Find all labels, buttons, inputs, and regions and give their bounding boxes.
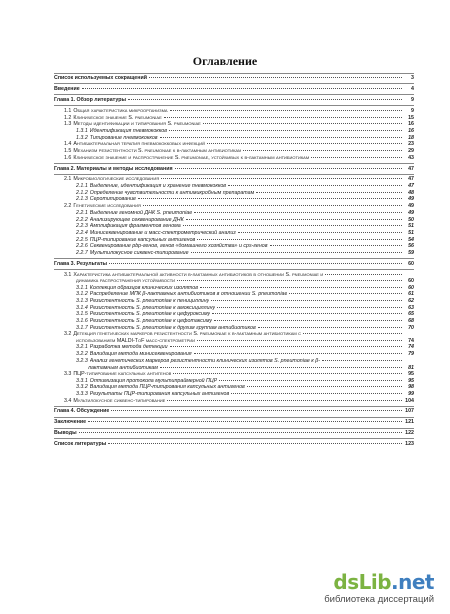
toc-entry[interactable]: [54, 155, 414, 162]
toc-entry-title: Анализ генетических маркеров резистентности клинических изолятов S. pneumoniae к β-: [89, 357, 321, 364]
toc-separator: [54, 94, 414, 95]
toc-entry-page: 56: [408, 243, 414, 250]
toc-entry-page: 68: [408, 318, 414, 325]
toc-entry-number: 2.2.1: [76, 209, 88, 216]
toc-dot-leader: [200, 287, 402, 288]
toc-entry-title: Определение чувствительности к антимикробным препаратам: [89, 189, 255, 196]
toc-entry-number: 2.2.6: [76, 243, 88, 250]
toc-dot-leader: [128, 99, 402, 100]
toc-entry-title: Общая характеристика микроорганизма: [73, 107, 168, 114]
toc-entry-number: 1.6: [64, 154, 72, 161]
toc-entry-page: 9: [411, 107, 414, 114]
toc-entry-number: 1.3.2: [76, 134, 88, 141]
toc-dot-leader: [173, 373, 402, 374]
toc-entry-title: Мультилокусное сиквенс-типирование: [73, 397, 166, 404]
toc-entry-title-continued: использованием MALDI-ToF масс-спектрометрии: [76, 338, 196, 345]
toc-entry-title: Идентификация пневмококков: [89, 127, 167, 134]
toc-entry[interactable]: [54, 378, 414, 385]
toc-entry-number: 1.4: [64, 141, 72, 148]
toc-entry[interactable]: [54, 108, 414, 115]
toc-entry-number: 3.1.3: [76, 298, 88, 305]
toc-entry-title: Резистентность S. pneumoniae к пенициллину: [89, 298, 210, 305]
toc-entry[interactable]: [54, 371, 414, 378]
toc-entry-title: Клиническое значение и распространение S. pneumoniae, устойчивых к β-лактамным антибиотикам: [73, 154, 310, 161]
toc-entry-page: 49: [408, 203, 414, 210]
toc-entry-page: 47: [408, 165, 414, 172]
toc-entry-title: Глава 1. Обзор литературы: [54, 96, 127, 103]
toc-entry-page: 15: [408, 114, 414, 121]
toc-entry-number: 3.3.1: [76, 377, 88, 384]
toc-dot-leader: [79, 432, 402, 433]
toc-dot-leader: [161, 178, 402, 179]
toc-entry[interactable]: [54, 358, 414, 365]
toc-separator: [54, 83, 414, 84]
toc-entry-number: 3.3.3: [76, 390, 88, 397]
toc-dot-leader: [143, 205, 402, 206]
toc-entry[interactable]: [54, 237, 414, 244]
toc-entry-title: Резистентность S. pneumoniae к другим группам антибиотиков: [89, 324, 256, 331]
toc-entry-page: 74: [408, 344, 414, 351]
toc-entry[interactable]: [54, 325, 414, 332]
toc-entry-page: 99: [408, 390, 414, 397]
toc-entry-page: 61: [408, 291, 414, 298]
toc-separator: [54, 417, 414, 418]
toc-entry-title: ПЦР-типирование капсульных антигенов: [89, 236, 196, 243]
toc-dot-leader: [289, 293, 402, 294]
toc-entry[interactable]: [54, 115, 414, 122]
toc-entry[interactable]: [54, 176, 414, 183]
toc-entry-title: Введение: [54, 86, 80, 93]
toc-entry-number: 2.2.3: [76, 223, 88, 230]
toc-dot-leader: [108, 443, 402, 444]
toc-dot-leader: [160, 137, 402, 138]
toc-entry-page: 95: [408, 377, 414, 384]
toc-entry-page: 51: [408, 229, 414, 236]
toc-entry-title: Заключение: [54, 419, 87, 426]
toc-entry-title: Методы идентификации и типирования S. pneumoniae: [73, 121, 201, 128]
toc-entry-number: 2.2.2: [76, 216, 88, 223]
toc-entry-title: Разработка метода детекции: [89, 344, 168, 351]
toc-dot-leader: [111, 410, 402, 411]
toc-entry-title: Глава 2. Материалы и методы исследования: [54, 165, 173, 172]
toc-entry-page: 3: [411, 75, 414, 82]
toc-entry-page: 62: [408, 298, 414, 305]
toc-entry[interactable]: [54, 384, 414, 391]
toc-entry[interactable]: [54, 203, 414, 210]
toc-dot-leader: [170, 110, 402, 111]
toc-entry-page: 49: [408, 196, 414, 203]
toc-entry-number: 3.1.7: [76, 324, 88, 331]
toc-dot-leader: [197, 239, 402, 240]
toc-entry[interactable]: [54, 430, 414, 437]
toc-entry[interactable]: [54, 298, 414, 305]
toc-dot-leader: [211, 300, 402, 301]
toc-entry-number: 3.1.4: [76, 304, 88, 311]
toc-entry[interactable]: [54, 331, 414, 338]
toc-entry-title: Генетические исследования: [73, 203, 141, 210]
toc-entry-number: 1.1: [64, 107, 72, 114]
toc-entry-number: 2.1: [64, 176, 72, 183]
toc-dot-leader: [214, 320, 402, 321]
toc-entry-page: 49: [408, 209, 414, 216]
toc-entry-number: 2.2.7: [76, 249, 88, 256]
toc-entry[interactable]: [54, 148, 414, 155]
toc-entry-number: 3.1.6: [76, 318, 88, 325]
toc-entry[interactable]: [54, 291, 414, 298]
toc-dot-leader: [256, 192, 402, 193]
toc-entry-page: 60: [408, 278, 414, 285]
toc-entry-title: Коллекция образцов клинических изолятов: [89, 284, 198, 291]
toc-entry[interactable]: [54, 166, 414, 173]
toc-separator: [54, 163, 414, 164]
toc-entry-page: 48: [408, 189, 414, 196]
toc-entry-number: 1.3: [64, 121, 72, 128]
toc-entry-title: Серотипирование: [89, 196, 136, 203]
toc-entry-page: 95: [408, 370, 414, 377]
toc-entry-page: 74: [408, 338, 414, 345]
toc-entry-number: 1.2: [64, 114, 72, 121]
toc-entry-title: Глава 3. Результаты: [54, 260, 108, 267]
watermark-logo: dsLib.net: [333, 570, 434, 594]
toc-entry[interactable]: [54, 128, 414, 135]
toc-dot-leader: [247, 386, 402, 387]
toc-entry[interactable]: [54, 311, 414, 318]
toc-entry-page: 98: [408, 384, 414, 391]
toc-entry-page: 51: [408, 223, 414, 230]
toc-entry[interactable]: [54, 135, 414, 142]
toc-entry-title: Резистентность S. pneumoniae к цефотаксиму: [89, 318, 213, 325]
toc-entry-number: 2.1.2: [76, 189, 88, 196]
toc-dot-leader: [109, 263, 402, 264]
toc-entry-page: 70: [408, 324, 414, 331]
toc-entry-page: 16: [408, 127, 414, 134]
toc-entry-number: 2.2.5: [76, 236, 88, 243]
toc-entry-title-continued: лактамным антибиотикам: [88, 364, 158, 371]
toc-dot-leader: [186, 219, 402, 220]
toc-entry-title: Мультилокусное сиквенс-типирование: [89, 249, 189, 256]
toc-separator: [54, 258, 414, 259]
toc-dot-leader: [238, 232, 402, 233]
toc-entry-number: 3.2.3: [76, 357, 88, 364]
table-of-contents: [54, 71, 414, 448]
toc-entry-number: 2.1.1: [76, 183, 88, 190]
toc-dot-leader: [160, 367, 402, 368]
toc-dot-leader: [270, 245, 403, 246]
toc-entry-page: 29: [408, 147, 414, 154]
toc-entry-title: Детекция генетических маркеров резистентности S. pneumoniae к β-лактамным антибиотикам с: [73, 331, 302, 338]
toc-entry-title: Оптимизация протокола мультипраймерной ПЦР: [89, 377, 218, 384]
toc-dot-leader: [194, 212, 402, 213]
toc-entry-title: Анализирующее секвенирование ДНК: [89, 216, 184, 223]
toc-entry-title: Характеристика антибактериальной активности β-лактамных антибиотиков в отношении S. pneumoniae и: [73, 271, 324, 278]
toc-entry-title: Выводы: [54, 430, 77, 437]
toc-separator: [54, 174, 414, 175]
toc-dot-leader: [197, 340, 402, 341]
toc-entry-title: Глава 4. Обсуждение: [54, 408, 110, 415]
toc-entry-number: 2.2: [64, 203, 72, 210]
toc-separator: [54, 73, 414, 74]
toc-dot-leader: [207, 143, 402, 144]
toc-entry-title: Минисеквенирование и масс-спектрометрический анализ: [89, 229, 236, 236]
toc-entry-number: 3.2.1: [76, 344, 88, 351]
toc-separator: [54, 269, 414, 270]
toc-dot-leader: [88, 421, 402, 422]
toc-entry-page: 4: [411, 86, 414, 93]
toc-entry-page: 47: [408, 176, 414, 183]
toc-entry[interactable]: [54, 223, 414, 230]
toc-entry-title: Результаты ПЦР-типирования капсульных антигенов: [89, 390, 230, 397]
toc-dot-leader: [219, 380, 402, 381]
toc-entry[interactable]: [54, 261, 414, 268]
toc-entry-number: 3.3: [64, 370, 72, 377]
toc-entry-title: Секвенирование pbp-генов, генов «домашнего хозяйства» и cps-генов: [89, 243, 268, 250]
toc-entry[interactable]: [54, 419, 414, 426]
toc-entry-page: 23: [408, 141, 414, 148]
toc-entry[interactable]: [54, 351, 414, 358]
toc-entry[interactable]: [54, 243, 414, 250]
toc-dot-leader: [243, 150, 402, 151]
toc-entry-title: Список литературы: [54, 441, 107, 448]
toc-dot-leader: [169, 130, 402, 131]
toc-entry-number: 3.1.1: [76, 284, 88, 291]
toc-dot-leader: [217, 307, 402, 308]
toc-entry-number: 3.3.2: [76, 384, 88, 391]
toc-entry-title: Клиническое значение S. pneumoniae: [73, 114, 162, 121]
toc-entry-title: Список используемых сокращений: [54, 75, 147, 82]
toc-entry[interactable]: [54, 121, 414, 128]
toc-entry-page: 47: [408, 183, 414, 190]
toc-entry-page: 54: [408, 236, 414, 243]
toc-entry-number: 3.2: [64, 331, 72, 338]
toc-entry-number: 3.1: [64, 271, 72, 278]
toc-entry-page: 81: [408, 364, 414, 371]
toc-entry[interactable]: [54, 196, 414, 203]
toc-entry-page: 59: [408, 249, 414, 256]
toc-entry[interactable]: [54, 318, 414, 325]
toc-dot-leader: [149, 77, 402, 78]
watermark: [324, 572, 434, 605]
toc-dot-leader: [167, 400, 402, 401]
toc-entry-title: Распределение МПК β-лактамных антибиотиков в отношении S. pneumoniae: [89, 291, 288, 298]
toc-entry-title: Резистентность S. pneumoniae к цефуроксиму: [89, 311, 211, 318]
toc-dot-leader: [82, 88, 402, 89]
toc-entry-page: 79: [408, 351, 414, 358]
toc-entry-page: 60: [408, 260, 414, 267]
toc-dot-leader: [325, 274, 402, 275]
toc-dot-leader: [322, 360, 402, 361]
toc-entry[interactable]: [54, 272, 414, 279]
toc-separator: [54, 438, 414, 439]
toc-dot-leader: [183, 225, 402, 226]
toc-entry-title: Выделение геномной ДНК S. pneumoniae: [89, 209, 193, 216]
toc-entry-page: 9: [411, 96, 414, 103]
toc-entry[interactable]: [54, 190, 414, 197]
watermark-subtitle: библиотека диссертаций: [324, 594, 434, 605]
toc-entry[interactable]: [54, 408, 414, 415]
toc-entry-title: Амплификация фрагментов генома: [89, 223, 181, 230]
toc-entry-page: 121: [405, 419, 414, 426]
toc-entry[interactable]: [54, 183, 414, 190]
toc-entry-page: 123: [405, 441, 414, 448]
toc-entry[interactable]: [54, 441, 414, 448]
toc-entry[interactable]: [54, 250, 414, 257]
toc-entry-title: Резистентность S. pneumoniae к амоксициллину: [89, 304, 216, 311]
toc-entry-number: 1.5: [64, 147, 72, 154]
toc-entry-title: Валидация метода ПЦР-типирования капсульных антигенов: [89, 384, 245, 391]
toc-dot-leader: [231, 393, 402, 394]
toc-dot-leader: [138, 198, 402, 199]
toc-dot-leader: [212, 313, 402, 314]
toc-entry-number: 3.4: [64, 397, 72, 404]
toc-dot-leader: [303, 333, 402, 334]
toc-entry[interactable]: [54, 210, 414, 217]
toc-entry-title: Механизм резистентности S. pneumoniae к β-лактамным антибиотикам: [73, 147, 242, 154]
toc-entry-title: Валидация метода минисеквенирования: [89, 351, 192, 358]
toc-entry-page: 18: [408, 134, 414, 141]
toc-entry-title: Микробиологические исследования: [73, 176, 160, 183]
toc-entry[interactable]: [54, 141, 414, 148]
toc-entry-page: 104: [405, 397, 414, 404]
toc-entry-page: 43: [408, 154, 414, 161]
toc-entry-page: 63: [408, 304, 414, 311]
toc-entry-page: 50: [408, 216, 414, 223]
toc-entry[interactable]: [54, 344, 414, 351]
toc-dot-leader: [194, 353, 402, 354]
toc-dot-leader: [175, 168, 402, 169]
toc-entry-title-continued: динамика распространения устойчивости: [76, 278, 176, 285]
toc-dot-leader: [164, 117, 402, 118]
toc-dot-leader: [191, 252, 402, 253]
toc-dot-leader: [228, 185, 402, 186]
toc-entry[interactable]: [54, 75, 414, 82]
toc-entry[interactable]: [54, 305, 414, 312]
toc-separator: [54, 105, 414, 106]
toc-dot-leader: [177, 280, 402, 281]
toc-entry[interactable]: [54, 97, 414, 104]
toc-entry-title: Типирование пневмококков: [89, 134, 158, 141]
toc-separator: [54, 406, 414, 407]
toc-entry[interactable]: [54, 217, 414, 224]
toc-entry-number: 3.2.2: [76, 351, 88, 358]
toc-entry-number: 2.1.3: [76, 196, 88, 203]
toc-dot-leader: [203, 123, 402, 124]
toc-entry[interactable]: [54, 285, 414, 292]
toc-entry-page: 16: [408, 121, 414, 128]
toc-entry-number: 3.1.5: [76, 311, 88, 318]
toc-separator: [54, 428, 414, 429]
toc-entry[interactable]: [54, 398, 414, 405]
page-title: Оглавление: [192, 54, 258, 68]
toc-dot-leader: [258, 327, 402, 328]
toc-entry-number: 3.1.2: [76, 291, 88, 298]
toc-entry-page: 60: [408, 284, 414, 291]
toc-entry-title: Антибактериальная терапия пневмококковых инфекций: [73, 141, 205, 148]
toc-entry-page: 107: [405, 408, 414, 415]
toc-entry-page: 122: [405, 430, 414, 437]
toc-dot-leader: [311, 157, 402, 158]
toc-entry-page: 65: [408, 311, 414, 318]
toc-dot-leader: [170, 346, 402, 347]
toc-entry-number: 1.3.1: [76, 127, 88, 134]
toc-entry-title: ПЦР-типирование капсульных антигенов: [73, 370, 172, 377]
toc-entry[interactable]: [54, 391, 414, 398]
toc-entry-number: 2.2.4: [76, 229, 88, 236]
toc-entry-title: Выделение, идентификация и хранение пневмококков: [89, 183, 227, 190]
toc-entry[interactable]: [54, 230, 414, 237]
toc-entry[interactable]: [54, 86, 414, 93]
